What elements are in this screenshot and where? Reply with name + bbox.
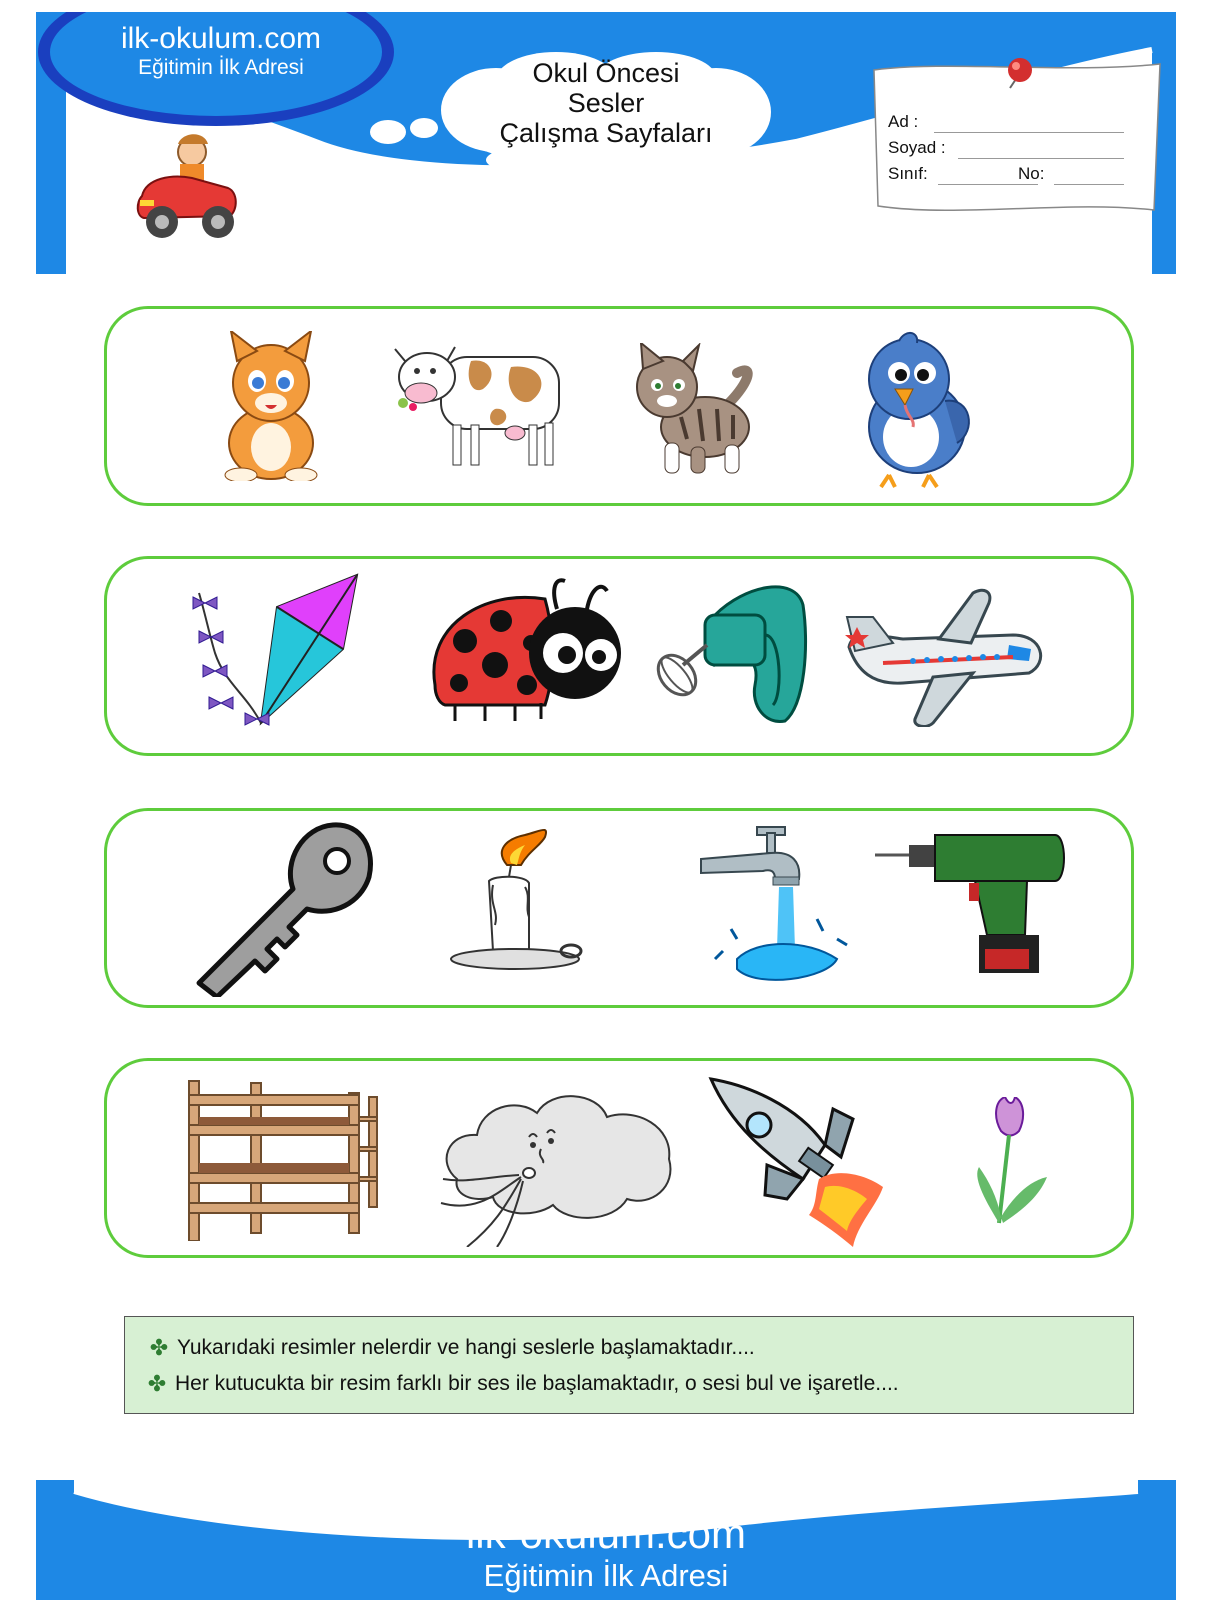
wind-cloud-icon[interactable] [437,1083,679,1247]
student-info-card [868,60,1168,218]
picture-row-4 [104,1058,1134,1258]
picture-row-1 [104,306,1134,506]
faucet-icon[interactable] [697,819,855,995]
input-no[interactable] [1054,184,1124,185]
title-line-1: Okul Öncesi [532,58,680,88]
page-footer [36,1480,1176,1600]
kite-icon[interactable] [185,573,365,737]
page-header [36,12,1176,280]
tulip-icon[interactable] [969,1097,1049,1227]
instruction-line-2 [145,1371,899,1397]
input-ad[interactable] [934,132,1124,133]
key-icon[interactable] [193,821,375,997]
instruction-text-1: Yukarıdaki resimler nelerdir ve hangi seslerle başlamaktadır.... [177,1336,755,1359]
clover-bullet-icon: ✤ [147,1371,167,1396]
header-tagline: Eğitimin İlk Adresi [138,56,304,79]
picture-row-3 [104,808,1134,1008]
footer-site-name[interactable]: ilk-okulum.com [465,1510,747,1557]
label-no: No: [1018,164,1045,183]
rocket-icon[interactable] [707,1075,887,1247]
cow-icon[interactable] [391,337,567,467]
worksheet-title [476,58,736,148]
kitten-icon[interactable] [629,343,755,477]
header-site-name: ilk-okulum.com [120,22,322,55]
cat-icon[interactable] [211,331,331,481]
picture-row-2 [104,556,1134,756]
title-line-3: Çalışma Sayfaları [499,118,713,148]
label-soyad: Soyad : [888,138,946,157]
mixer-icon[interactable] [655,575,815,725]
title-line-2: Sesler [567,88,645,118]
bunk-bed-icon[interactable] [185,1077,379,1241]
airplane-icon[interactable] [843,587,1049,727]
input-sinif[interactable] [938,184,1038,185]
clover-bullet-icon: ✤ [149,1335,169,1360]
instruction-text-2: Her kutucukta bir resim farklı bir ses ile başlamaktadır, o sesi bul ve işaretle.... [175,1372,899,1395]
header-logo[interactable] [76,22,366,80]
instructions-box [124,1316,1134,1414]
ladybug-icon[interactable] [425,575,621,725]
label-ad: Ad : [888,112,919,131]
pushpin-icon [998,54,1038,94]
bird-icon[interactable] [859,331,979,489]
kid-driving-car-icon [132,130,242,250]
instruction-line-1 [147,1335,755,1361]
input-soyad[interactable] [958,158,1124,159]
drill-icon[interactable] [875,831,1067,981]
footer-tagline: Eğitimin İlk Adresi [483,1558,729,1593]
candle-icon[interactable] [445,825,587,985]
label-sinif: Sınıf: [888,164,928,183]
